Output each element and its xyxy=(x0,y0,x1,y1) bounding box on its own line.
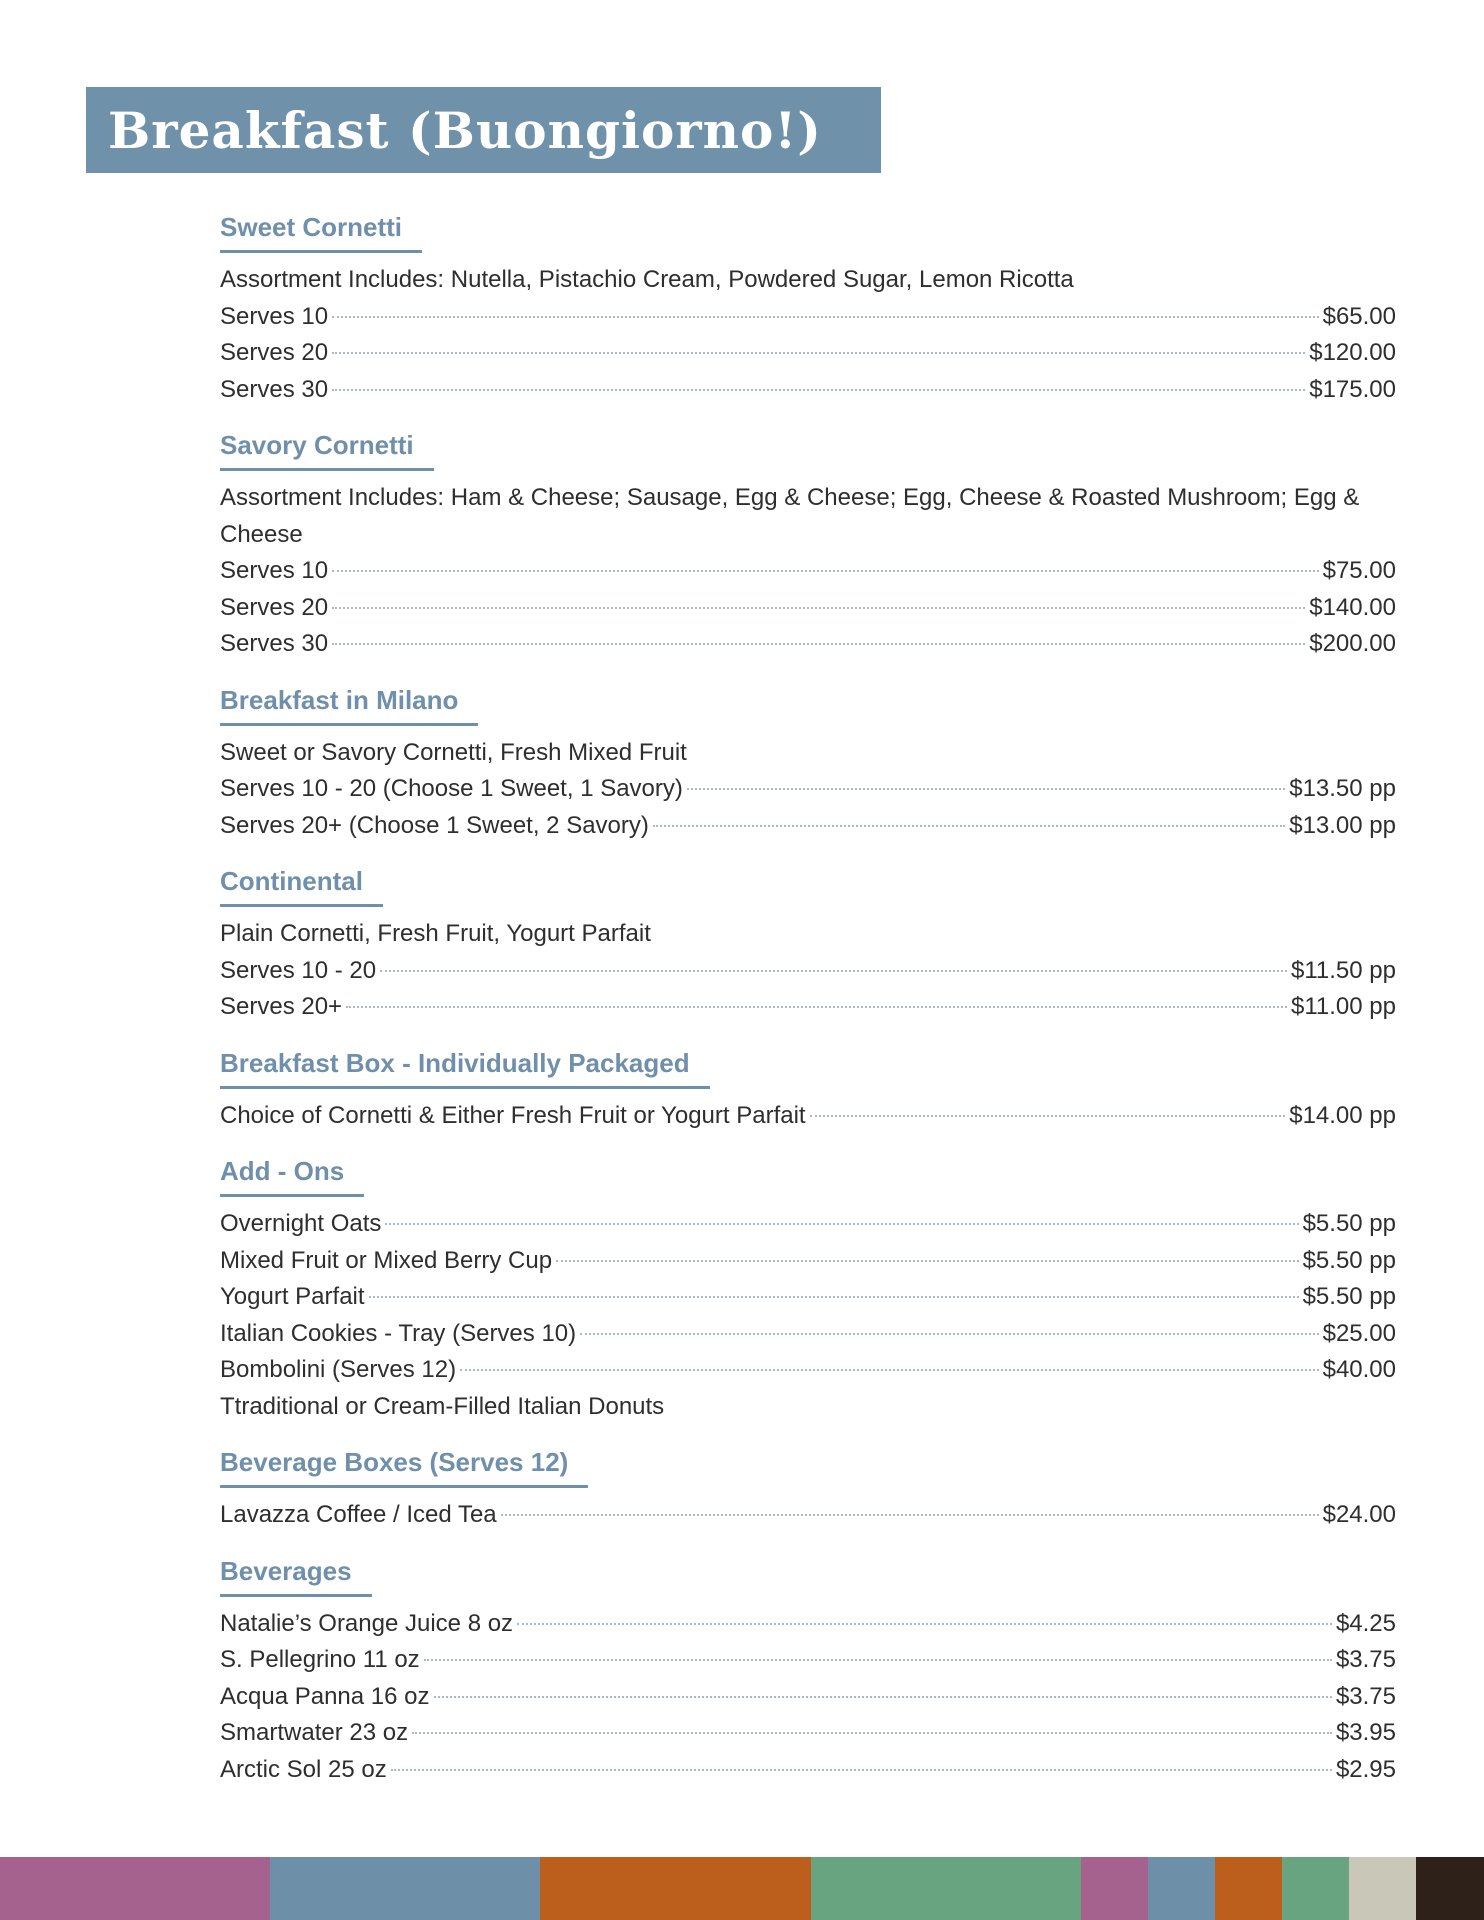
menu-section xyxy=(220,1046,1396,1135)
item-name: Acqua Panna 16 oz xyxy=(220,1682,430,1710)
item-price: $175.00 xyxy=(1309,375,1396,403)
dot-leader xyxy=(332,352,1305,354)
menu-item xyxy=(220,299,1396,336)
item-price: $4.25 xyxy=(1335,1609,1396,1637)
item-description: Plain Cornetti, Fresh Fruit, Yogurt Parfait xyxy=(220,920,651,947)
dot-leader xyxy=(687,788,1285,790)
section-header xyxy=(220,1154,364,1197)
menu-section xyxy=(220,428,1396,663)
menu-item xyxy=(220,1679,1396,1716)
page-title: Breakfast (Buongiorno!) xyxy=(108,100,822,160)
item-price: $25.00 xyxy=(1322,1319,1396,1347)
dot-leader xyxy=(810,1115,1286,1117)
item-price: $75.00 xyxy=(1322,557,1396,584)
item-name: Serves 10 xyxy=(220,557,329,584)
item-price: $3.75 xyxy=(1335,1646,1396,1673)
section-underline xyxy=(220,468,434,471)
item-name: Serves 10 xyxy=(220,302,329,330)
dot-leader xyxy=(332,643,1305,645)
dot-leader xyxy=(332,570,1319,572)
menu-item xyxy=(220,1606,1396,1643)
item-name: Yogurt Parfait xyxy=(220,1283,365,1310)
item-price: $3.75 xyxy=(1335,1682,1396,1710)
menu-item xyxy=(220,771,1396,808)
section-underline xyxy=(220,723,478,726)
dot-leader xyxy=(501,1514,1319,1516)
item-description: Assortment Includes: Nutella, Pistachio Cream, Powdered Sugar, Lemon Ricotta xyxy=(220,266,1074,293)
section-header xyxy=(220,1046,710,1089)
dot-leader xyxy=(369,1296,1299,1298)
item-name: Italian Cookies - Tray (Serves 10) xyxy=(220,1319,577,1347)
dot-leader xyxy=(517,1623,1332,1625)
menu-item xyxy=(220,989,1396,1026)
section-underline xyxy=(220,1594,372,1597)
menu-section xyxy=(220,1154,1396,1425)
section-header xyxy=(220,1445,588,1488)
section-underline xyxy=(220,1485,588,1488)
item-name: Serves 10 - 20 xyxy=(220,956,377,984)
color-stripe xyxy=(1349,1857,1416,1920)
section-header xyxy=(220,210,422,253)
item-description: Sweet or Savory Cornetti, Fresh Mixed Fruit xyxy=(220,738,687,766)
section-title: Breakfast Box - Individually Packaged xyxy=(220,1047,690,1078)
dot-leader xyxy=(580,1333,1318,1335)
item-name: Mixed Fruit or Mixed Berry Cup xyxy=(220,1246,553,1274)
menu-item xyxy=(220,1715,1396,1752)
section-title: Beverages xyxy=(220,1555,352,1586)
section-title: Beverage Boxes (Serves 12) xyxy=(220,1447,569,1477)
footer-color-bar xyxy=(0,1857,1484,1920)
color-stripe xyxy=(1416,1857,1484,1920)
item-price: $200.00 xyxy=(1309,630,1396,657)
item-name: Choice of Cornetti & Either Fresh Fruit or Yogurt Parfait xyxy=(220,1101,806,1129)
color-stripe xyxy=(1081,1857,1148,1920)
item-price: $65.00 xyxy=(1322,302,1396,330)
dot-leader xyxy=(434,1696,1332,1698)
menu-section xyxy=(220,210,1396,408)
item-price: $3.95 xyxy=(1335,1719,1396,1746)
item-name: Serves 30 xyxy=(220,630,329,657)
menu-item xyxy=(220,1752,1396,1789)
section-title: Savory Cornetti xyxy=(220,430,414,460)
dot-leader xyxy=(653,825,1285,827)
item-description: Ttraditional or Cream-Filled Italian Donuts xyxy=(220,1392,665,1420)
menu-item xyxy=(220,335,1396,372)
menu-section xyxy=(220,1445,1396,1534)
item-price: $24.00 xyxy=(1322,1501,1396,1528)
item-price: $5.50 pp xyxy=(1302,1246,1396,1274)
menu-section xyxy=(220,864,1396,1026)
menu-section xyxy=(220,683,1396,845)
menu-item xyxy=(220,626,1396,663)
item-price: $40.00 xyxy=(1322,1356,1396,1383)
menu-item xyxy=(220,1243,1396,1280)
color-stripe xyxy=(540,1857,810,1920)
menu-sections xyxy=(220,210,1396,1808)
color-stripe xyxy=(0,1857,270,1920)
menu-item xyxy=(220,590,1396,627)
color-stripe xyxy=(1148,1857,1215,1920)
color-stripe xyxy=(1215,1857,1282,1920)
section-header xyxy=(220,864,383,907)
menu-item xyxy=(220,808,1396,845)
item-price: $5.50 pp xyxy=(1302,1283,1396,1310)
item-name: S. Pellegrino 11 oz xyxy=(220,1646,420,1673)
item-name: Bombolini (Serves 12) xyxy=(220,1356,457,1383)
section-title: Continental xyxy=(220,866,363,896)
item-name: Serves 30 xyxy=(220,375,329,403)
section-underline xyxy=(220,1194,364,1197)
section-underline xyxy=(220,904,383,907)
dot-leader xyxy=(424,1659,1332,1661)
color-stripe xyxy=(270,1857,540,1920)
item-name: Serves 10 - 20 (Choose 1 Sweet, 1 Savory) xyxy=(220,775,683,802)
dot-leader xyxy=(380,970,1287,972)
section-underline xyxy=(220,250,422,253)
item-price: $120.00 xyxy=(1309,339,1396,366)
dot-leader xyxy=(332,316,1319,318)
color-stripe xyxy=(811,1857,1081,1920)
dot-leader xyxy=(332,389,1305,391)
menu-item xyxy=(220,1497,1396,1534)
title-banner xyxy=(86,87,881,173)
dot-leader xyxy=(385,1223,1298,1225)
item-name: Natalie’s Orange Juice 8 oz xyxy=(220,1609,514,1637)
dot-leader xyxy=(346,1006,1287,1008)
menu-item xyxy=(220,953,1396,990)
color-stripe xyxy=(1282,1857,1349,1920)
item-name: Lavazza Coffee / Iced Tea xyxy=(220,1501,497,1528)
menu-item xyxy=(220,372,1396,409)
item-price: $13.50 pp xyxy=(1289,775,1396,802)
section-title: Breakfast in Milano xyxy=(220,684,459,715)
item-name: Serves 20+ (Choose 1 Sweet, 2 Savory) xyxy=(220,811,649,839)
item-price: $11.50 pp xyxy=(1291,956,1396,984)
section-title: Add - Ons xyxy=(220,1156,345,1186)
item-price: $140.00 xyxy=(1309,593,1396,621)
menu-item xyxy=(220,1316,1396,1353)
menu-section xyxy=(220,1554,1396,1789)
dot-leader xyxy=(412,1732,1332,1734)
item-price: $11.00 pp xyxy=(1291,993,1396,1020)
menu-item xyxy=(220,1642,1396,1679)
menu-item xyxy=(220,1352,1396,1389)
item-name: Arctic Sol 25 oz xyxy=(220,1755,387,1783)
item-name: Serves 20 xyxy=(220,339,329,366)
menu-item xyxy=(220,553,1396,590)
item-price: $14.00 pp xyxy=(1289,1101,1396,1129)
menu-item xyxy=(220,1098,1396,1135)
item-name: Serves 20+ xyxy=(220,993,343,1020)
section-underline xyxy=(220,1086,710,1089)
item-description: Assortment Includes: Ham & Cheese; Sausage, Egg & Cheese; Egg, Cheese & Roasted Mushroom; Egg & Cheese xyxy=(220,484,1360,548)
dot-leader xyxy=(556,1260,1298,1262)
section-header xyxy=(220,1554,372,1597)
item-name: Overnight Oats xyxy=(220,1210,382,1237)
section-header xyxy=(220,683,478,726)
item-name: Serves 20 xyxy=(220,593,329,621)
section-title: Sweet Cornetti xyxy=(220,212,403,242)
item-price: $13.00 pp xyxy=(1289,811,1396,839)
dot-leader xyxy=(391,1769,1332,1771)
item-price: $2.95 xyxy=(1335,1755,1396,1783)
menu-item xyxy=(220,1206,1396,1243)
item-name: Smartwater 23 oz xyxy=(220,1719,409,1746)
item-price: $5.50 pp xyxy=(1302,1210,1396,1237)
section-header xyxy=(220,428,434,471)
dot-leader xyxy=(460,1369,1318,1371)
menu-item xyxy=(220,1279,1396,1316)
dot-leader xyxy=(332,607,1305,609)
